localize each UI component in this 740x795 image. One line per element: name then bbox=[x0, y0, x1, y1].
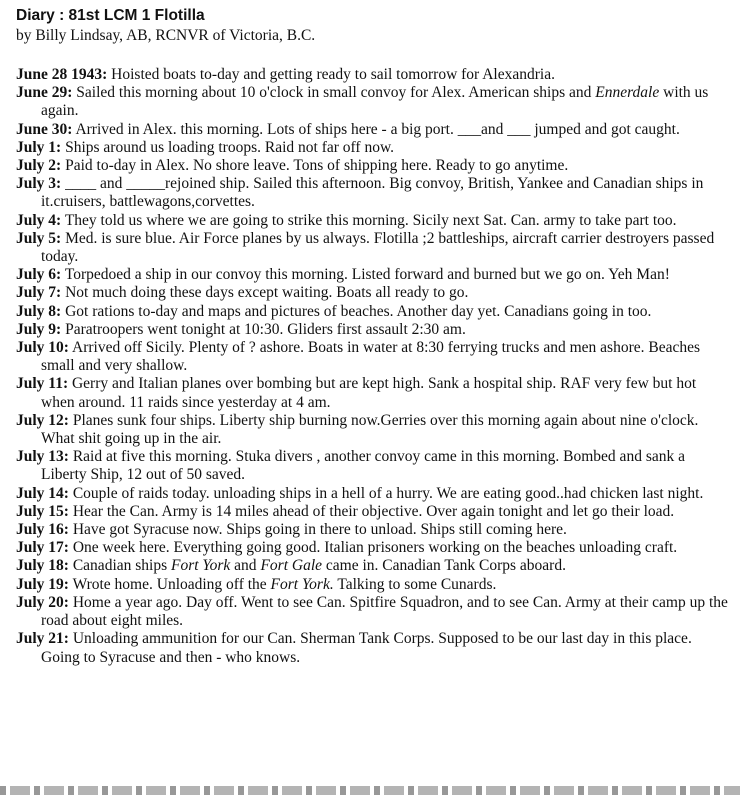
diary-entry bbox=[16, 539, 732, 557]
entry-text: Sailed this morning about 10 o'clock in small convoy for Alex. American ships and bbox=[76, 84, 596, 102]
entry-date: July 5: bbox=[16, 229, 62, 247]
entry-text: Planes sunk four ships. Liberty ship burning now.Gerries over this morning again about nine o'clock. What shit going up in the air. bbox=[41, 411, 699, 448]
entry-date: July 16: bbox=[16, 521, 69, 539]
entry-text: Got rations to-day and maps and pictures of beaches. Another day yet. Canadians going in too. bbox=[65, 302, 652, 320]
ship-name: Ennerdale bbox=[595, 84, 660, 102]
diary-entry bbox=[16, 412, 732, 448]
entry-date: July 20: bbox=[16, 593, 69, 611]
diary-entry bbox=[16, 503, 732, 521]
diary-entry bbox=[16, 175, 732, 211]
entry-text: Med. is sure blue. Air Force planes by us always. Flotilla ;2 battleships, aircraft carrier destroyers passed today. bbox=[41, 229, 715, 266]
entry-date: July 17: bbox=[16, 539, 69, 557]
entry-text-cont: with us again. bbox=[41, 84, 709, 120]
entry-date: July 12: bbox=[16, 411, 69, 429]
document-title: Diary : 81st LCM 1 Flotilla bbox=[16, 7, 205, 24]
diary-entry bbox=[16, 266, 732, 284]
diary-entry bbox=[16, 485, 732, 503]
ship-name: Fort York bbox=[171, 557, 231, 575]
cut-off-next-line bbox=[0, 786, 740, 795]
diary-entry bbox=[16, 321, 732, 339]
entry-text: Canadian ships bbox=[72, 557, 171, 575]
diary-entry bbox=[16, 448, 732, 484]
entry-text: Raid at five this morning. Stuka divers , another convoy came in this morning. Bombed and sank a Liberty Ship, 12 out of 50 saved. bbox=[41, 448, 685, 484]
ship-name: Fort Gale bbox=[260, 557, 322, 575]
diary-entry bbox=[16, 521, 732, 539]
diary-entries bbox=[16, 66, 732, 667]
entry-text: Not much doing these days except waiting. Boats all ready to go. bbox=[65, 284, 469, 302]
entry-date: July 18: bbox=[16, 557, 69, 575]
entry-text: Hoisted boats to-day and getting ready to sail tomorrow for Alexandria. bbox=[111, 66, 555, 83]
entry-text-cont: and bbox=[230, 557, 261, 575]
entry-text: Hear the Can. Army is 14 miles ahead of their objective. Over again tonight and let go their load. bbox=[72, 502, 675, 520]
entry-text: Arrived in Alex. this morning. Lots of ships here - a big port. ___and ___ jumped and got caught. bbox=[75, 120, 680, 138]
entry-date: July 3: bbox=[16, 175, 62, 193]
entry-date: July 8: bbox=[16, 302, 62, 320]
diary-entry bbox=[16, 139, 732, 157]
diary-entry bbox=[16, 576, 732, 594]
diary-entry bbox=[16, 375, 732, 411]
entry-text-cont: came in. Canadian Tank Corps aboard. bbox=[322, 557, 566, 575]
entry-date: July 4: bbox=[16, 211, 62, 229]
entry-date: July 21: bbox=[16, 630, 69, 648]
diary-entry bbox=[16, 303, 732, 321]
entry-text: Unloading ammunition for our Can. Sherman Tank Corps. Supposed to be our last day in this place. Going to Syracuse and then - who knows. bbox=[41, 630, 692, 666]
entry-text: Paid to-day in Alex. No shore leave. Tons of shipping here. Ready to go anytime. bbox=[65, 157, 569, 175]
entry-text: ____ and _____rejoined ship. Sailed this afternoon. Big convoy, British, Yankee and Canadian ships in it.cruisers, battlewagons,corvettes. bbox=[41, 175, 704, 211]
diary-entry bbox=[16, 230, 732, 266]
entry-text: Ships around us loading troops. Raid not far off now. bbox=[65, 138, 395, 156]
entry-date: July 13: bbox=[16, 448, 69, 466]
document-byline: by Billy Lindsay, AB, RCNVR of Victoria, B.C. bbox=[16, 27, 316, 44]
diary-page bbox=[16, 6, 732, 667]
entry-date: June 30: bbox=[16, 120, 73, 138]
diary-entry bbox=[16, 557, 732, 575]
entry-text: One week here. Everything going good. Italian prisoners working on the beaches unloading craft. bbox=[72, 539, 678, 557]
diary-entry bbox=[16, 66, 732, 84]
diary-entry bbox=[16, 339, 732, 375]
diary-entry bbox=[16, 84, 732, 120]
entry-date: July 14: bbox=[16, 484, 69, 502]
entry-date: July 6: bbox=[16, 266, 62, 284]
diary-entry bbox=[16, 121, 732, 139]
entry-date: July 11: bbox=[16, 375, 69, 393]
entry-text: Home a year ago. Day off. Went to see Can. Spitfire Squadron, and to see Can. Army at their camp up the road about eight miles. bbox=[41, 593, 728, 630]
diary-entry bbox=[16, 630, 732, 666]
entry-text: They told us where we are going to strike this morning. Sicily next Sat. Can. army to take part too. bbox=[64, 211, 677, 229]
entry-date: July 10: bbox=[16, 339, 69, 357]
entry-date: July 19: bbox=[16, 575, 69, 593]
entry-text: Paratroopers went tonight at 10:30. Gliders first assault 2:30 am. bbox=[65, 320, 466, 338]
entry-date: July 1: bbox=[16, 138, 62, 156]
entry-text: Gerry and Italian planes over bombing but are kept high. Sank a hospital ship. RAF very few but hot when around. 11 raids since yesterday at 4 am. bbox=[41, 375, 697, 411]
entry-date: June 28 1943: bbox=[16, 66, 108, 83]
diary-entry bbox=[16, 284, 732, 302]
entry-date: July 15: bbox=[16, 502, 69, 520]
entry-text: Have got Syracuse now. Ships going in there to unload. Ships still coming here. bbox=[72, 521, 567, 539]
entry-date: July 7: bbox=[16, 284, 62, 302]
entry-text: Torpedoed a ship in our convoy this morning. Listed forward and burned but we go on. Yeh Man! bbox=[64, 266, 670, 284]
entry-date: July 9: bbox=[16, 320, 62, 338]
entry-text: Couple of raids today. unloading ships in a hell of a hurry. We are eating good..had chicken last night. bbox=[72, 484, 704, 502]
diary-entry bbox=[16, 212, 732, 230]
entry-text-cont: Talking to some Cunards. bbox=[333, 575, 497, 593]
ship-name: Fort York. bbox=[270, 575, 334, 593]
diary-entry bbox=[16, 594, 732, 630]
entry-date: July 2: bbox=[16, 157, 62, 175]
entry-text: Wrote home. Unloading off the bbox=[72, 575, 271, 593]
entry-date: June 29: bbox=[16, 84, 73, 102]
entry-text: Arrived off Sicily. Plenty of ? ashore. Boats in water at 8:30 ferrying trucks and men ashore. Beaches small and very shallow. bbox=[41, 339, 700, 375]
diary-entry bbox=[16, 157, 732, 175]
